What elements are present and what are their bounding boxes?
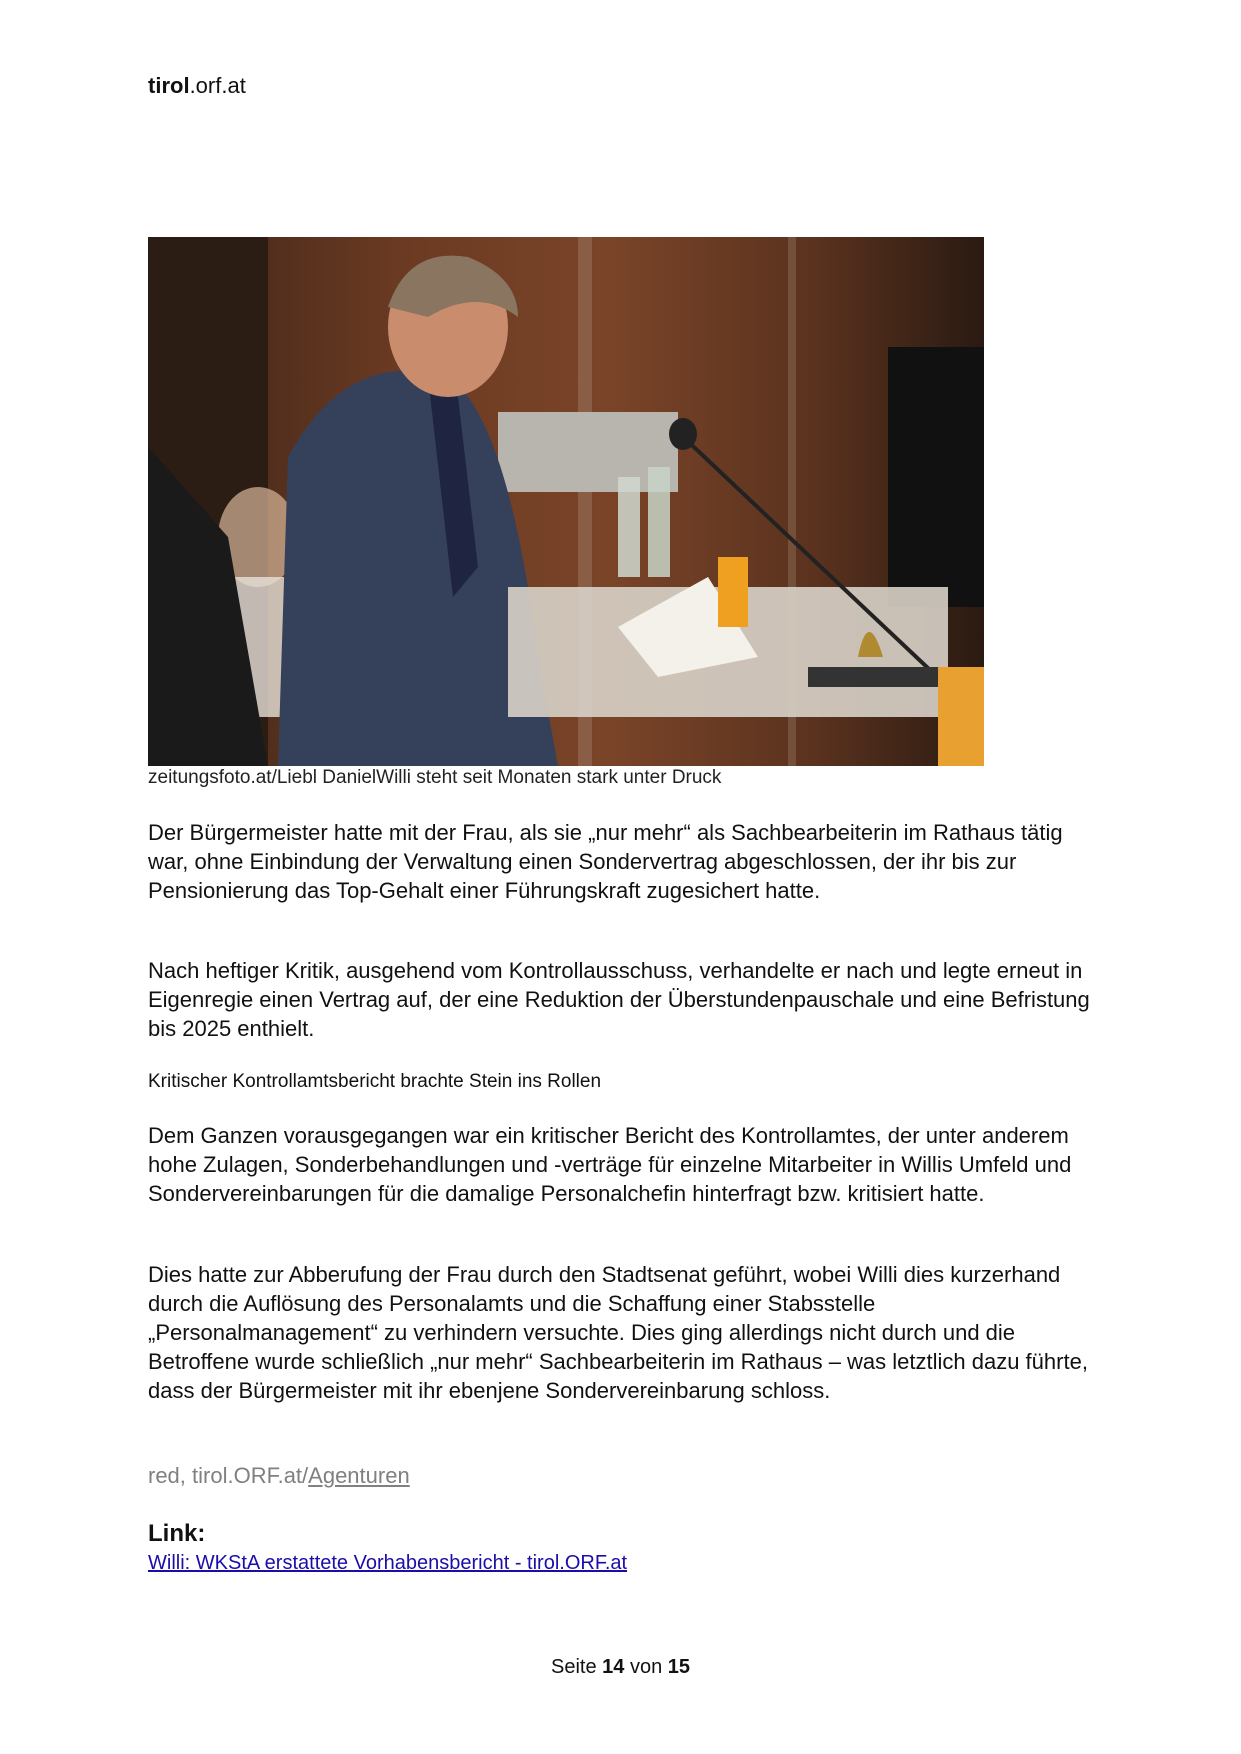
article-photo xyxy=(148,237,984,766)
article-paragraph: Nach heftiger Kritik, ausgehend vom Kontrollausschuss, verhandelte er nach und legte erneut in Eigenregie einen Vertrag auf, der eine Reduktion der Überstundenpauschale und eine Befristung bis 2025 enthielt. xyxy=(148,958,1090,1041)
image-caption: zeitungsfoto.at/Liebl DanielWilli steht seit Monaten stark unter Druck xyxy=(148,767,722,788)
article-paragraph: Dem Ganzen vorausgegangen war ein kritischer Bericht des Kontrollamtes, der unter anderem hohe Zulagen, Sonderbehandlungen und -verträge für einzelne Mitarbeiter in Willis Umfeld und Sondervereinbarungen für die damalige Personalchefin hinterfragt bzw. kritisiert hatte. xyxy=(148,1123,1072,1206)
agenturen-link[interactable]: Agenturen xyxy=(308,1463,410,1488)
article-credit: red, tirol.ORF.at/Agenturen xyxy=(148,1463,410,1488)
related-article-link[interactable]: Willi: WKStA erstattete Vorhabensbericht - tirol.ORF.at xyxy=(148,1552,628,1574)
article-paragraph: Dies hatte zur Abberufung der Frau durch den Stadtsenat geführt, wobei Willi dies kurzerhand durch die Auflösung des Personalamts und die Schaffung einer Stabsstelle „Personalmanagement“ zu verhindern versuchte. Dies ging allerdings nicht durch und die Betroffene wurde schließlich „nur mehr“ Sachbearbeiterin im Rathaus – was letztlich dazu führte, dass der Bürgermeister mit ihr ebenjene Sondervereinbarung schloss. xyxy=(148,1262,1088,1403)
photo-illustration xyxy=(148,237,984,766)
links-heading: Link: xyxy=(148,1520,206,1547)
page-number: Seite 14 von 15 xyxy=(550,1656,690,1678)
article-subheading: Kritischer Kontrollamtsbericht brachte Stein ins Rollen xyxy=(148,1071,602,1092)
site-name: tirol.orf.at xyxy=(148,73,246,98)
article-paragraph: Der Bürgermeister hatte mit der Frau, als sie „nur mehr“ als Sachbearbeiterin im Rathaus tätig war, ohne Einbindung der Verwaltung einen Sondervertrag abgeschlossen, der ihr bis zur Pensionierung das Top-Gehalt einer Führungskraft zugesichert hatte. xyxy=(148,820,1063,903)
